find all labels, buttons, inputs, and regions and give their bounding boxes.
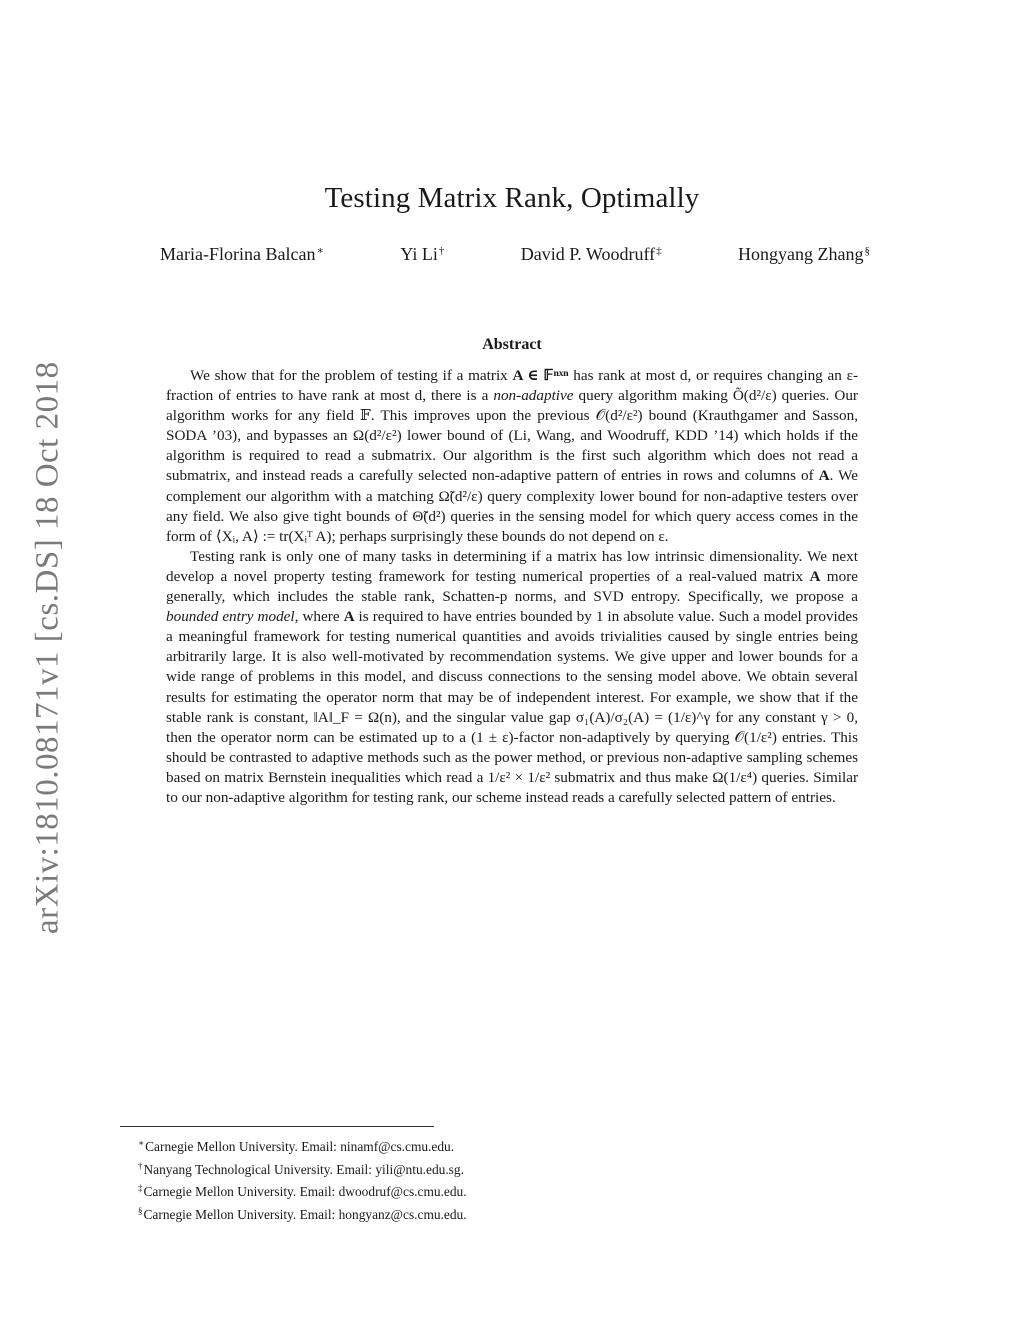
matrix-symbol: A <box>343 608 355 626</box>
abstract-body <box>166 366 858 808</box>
paper-title: Testing Matrix Rank, Optimally <box>324 182 700 214</box>
author <box>521 244 662 265</box>
author-name: Yi Li <box>400 244 438 264</box>
text-run: more generally, which includes the stable rank, Schatten-p norms, and SVD entropy. Specifically, we propose a <box>166 567 858 606</box>
author <box>400 244 444 265</box>
abstract-heading: Abstract <box>482 336 542 353</box>
footnote-mark: ∗ <box>138 1138 145 1148</box>
author-mark: ∗ <box>316 245 324 257</box>
author-mark: ‡ <box>656 245 662 257</box>
footnote-text: Carnegie Mellon University. Email: hongyanz@cs.cmu.edu. <box>143 1206 467 1222</box>
author-name: Maria-Florina Balcan <box>160 244 316 264</box>
author <box>738 244 870 265</box>
text-run: Testing rank is only one of many tasks in determining if a matrix has low intrinsic dimensionality. We next develop a novel property testing framework for testing numerical properties of a real-valued matrix <box>166 547 858 585</box>
footnote-text: Carnegie Mellon University. Email: dwoodruf@cs.cmu.edu. <box>143 1184 467 1200</box>
matrix-symbol: A <box>818 467 830 485</box>
author-name: David P. Woodruff <box>520 244 656 264</box>
footnote <box>138 1202 738 1225</box>
emphasis: bounded entry model <box>166 608 295 626</box>
abstract-paragraph <box>166 547 858 808</box>
footnote-mark: † <box>138 1160 143 1171</box>
emphasis: non-adaptive <box>493 387 574 405</box>
author-list <box>160 244 870 265</box>
math-expression: A ∈ 𝔽ⁿˣⁿ <box>512 367 569 384</box>
footnote <box>138 1134 738 1157</box>
text-run: We show that for the problem of testing if a matrix <box>190 367 513 384</box>
text-run: , where <box>294 608 344 626</box>
arxiv-identifier: arXiv:1810.08171v1 [cs.DS] 18 Oct 2018 <box>29 361 66 934</box>
text-run: query algorithm making Õ(d²/ε) queries. Our algorithm works for any field 𝔽. This improves upon the previous 𝒪(d²/ε²) bound (Krauthgamer and Sasson, SODA ’03), and bypasses an Ω(d²/ε²) lower bound of (Li, Wang, and Woodruff, KDD ’14) which holds if the algorithm is required to read a submatrix. Our algorithm is the first such algorithm which does not read a submatrix, and instead reads a carefully selected non-adaptive pattern of entries in rows and columns of <box>166 387 858 485</box>
text-run: . We complement our algorithm with a matching Ω̃(d²/ε) query complexity lower bound for non-adaptive testers over any field. We also give tight bounds of Θ̃(d²) queries in the sensing model for which query access comes in the form of ⟨Xᵢ, A⟩ := tr(Xᵢᵀ A); perhaps surprisingly these bounds do not depend on ε. <box>166 467 858 545</box>
matrix-symbol: A <box>809 567 821 585</box>
footnote <box>138 1157 738 1180</box>
footnote-mark: § <box>138 1205 143 1216</box>
footnotes <box>138 1134 738 1224</box>
footnote <box>138 1179 738 1202</box>
footnote-text: Carnegie Mellon University. Email: ninamf@cs.cmu.edu. <box>145 1139 455 1154</box>
footnote-rule <box>120 1126 434 1127</box>
text-run: has rank at most d, or requires changing an ε-fraction of entries to have rank at most d, there is a <box>166 367 859 405</box>
footnote-text: Nanyang Technological University. Email: yili@ntu.edu.sg. <box>143 1161 464 1177</box>
author-name: Hongyang Zhang <box>738 244 864 264</box>
abstract-paragraph <box>166 366 858 547</box>
author-mark: † <box>438 245 445 257</box>
author-mark: § <box>864 245 870 257</box>
footnote-mark: ‡ <box>138 1183 143 1194</box>
author <box>160 244 324 265</box>
text-run: is required to have entries bounded by 1 in absolute value. Such a model provides a meaningful framework for testing numerical quantities and avoids trivialities caused by single entries being arbitrarily large. It is also well-motivated by recommendation systems. We give upper and lower bounds for a wide range of problems in this model, and discuss connections to the sensing model above. We obtain several results for estimating the operator norm that may be of independent interest. For example, we show that if the stable rank is constant, ‖A‖_F = Ω(n), and the singular value gap σ₁(A)/σ₂(A) = (1/ε)^γ for any constant γ > 0, then the operator norm can be estimated up to a (1 ± ε)-factor non-adaptively by querying 𝒪(1/ε²) entries. This should be contrasted to adaptive methods such as the power method, or previous non-adaptive sampling schemes based on matrix Bernstein inequalities which read a 1/ε² × 1/ε² submatrix and thus make Ω(1/ε⁴) queries. Similar to our non-adaptive algorithm for testing rank, our scheme instead reads a carefully selected pattern of entries. <box>166 608 858 806</box>
